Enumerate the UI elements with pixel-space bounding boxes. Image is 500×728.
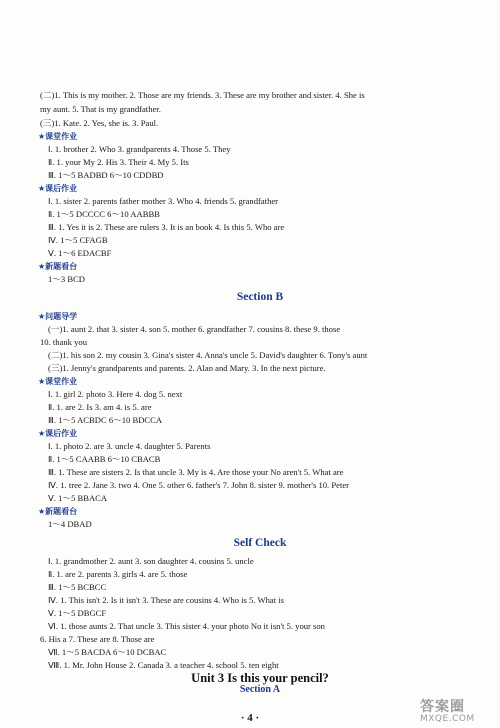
text-line: Ⅱ. 1. are 2. Is 3. am 4. is 5. are xyxy=(48,402,152,412)
heading-guided-questions: ★问题导学 xyxy=(38,312,78,321)
self-check-title: Self Check xyxy=(233,537,287,549)
text-line: my aunt. 5. That is my grandfather. xyxy=(40,104,161,114)
heading-classwork: ★课堂作业 xyxy=(38,132,78,141)
heading-classwork: ★课堂作业 xyxy=(38,377,78,386)
text-line: Ⅲ. 1～5 ACBDC 6～10 BDCCA xyxy=(48,415,163,425)
heading-homework: ★课后作业 xyxy=(38,184,78,193)
text-line: Ⅲ. 1～5 BCBCC xyxy=(48,582,107,592)
text-line: Ⅲ. 1. These are sisters 2. Is that uncle 3. My is 4. Are those your No aren't 5. What are xyxy=(48,467,344,477)
section-a-title: Section A xyxy=(239,684,281,695)
unit-title: Unit 3 Is this your pencil? xyxy=(191,671,329,685)
text-line: (二)1. his son 2. my cousin 3. Gina's sister 4. Anna's uncle 5. David's daughter 6. Tony's aunt xyxy=(48,350,368,360)
text-line: 6. His a 7. These are 8. Those are xyxy=(40,634,155,644)
watermark-logo xyxy=(420,700,494,724)
text-line: (三)1. Kate. 2. Yes, she is. 3. Paul. xyxy=(40,118,159,128)
text-line: Ⅳ. 1. tree 2. Jane 3. two 4. One 5. other 6. father's 7. John 8. sister 9. mother's 10. Peter xyxy=(48,480,350,490)
text-line: (三)1. Jenny's grandparents and parents. 2. Alan and Mary. 3. In the next picture. xyxy=(48,363,326,373)
text-line: Ⅰ. 1. photo 2. are 3. uncle 4. daughter 5. Parents xyxy=(48,441,211,451)
text-line: Ⅶ. 1～5 BACDA 6～10 DCBAC xyxy=(48,647,167,657)
heading-new-questions: ★新题看台 xyxy=(38,262,78,271)
text-line: (一)1. aunt 2. that 3. sister 4. son 5. mother 6. grandfather 7. cousins 8. these 9. those xyxy=(48,324,341,334)
text-line: Ⅰ. 1. girl 2. photo 3. Here 4. dog 5. next xyxy=(48,389,183,399)
text-line: Ⅱ. 1. your My 2. His 3. Their 4. My 5. Its xyxy=(48,157,189,167)
text-line: Ⅵ. 1. those aunts 2. That uncle 3. This sister 4. your photo No it isn't 5. your son xyxy=(48,621,325,631)
text-line: Ⅴ. 1～5 DBGCF xyxy=(48,608,107,618)
text-line: (二)1. This is my mother. 2. Those are my friends. 3. These are my brother and sister. 4. She is xyxy=(40,90,365,100)
text-line: Ⅰ. 1. brother 2. Who 3. grandparents 4. Those 5. They xyxy=(48,144,231,154)
text-line: Ⅱ. 1～5 DCCCC 6～10 AABBB xyxy=(48,209,160,219)
text-line: Ⅱ. 1～5 CAABB 6～10 CBACB xyxy=(48,454,161,464)
watermark-top: 答案圈 xyxy=(420,699,465,715)
page-number: · 4 · xyxy=(240,712,260,724)
text-line: Ⅰ. 1. sister 2. parents father mother 3. Who 4. friends 5. grandfather xyxy=(48,196,279,206)
heading-homework: ★课后作业 xyxy=(38,429,78,438)
text-line: Ⅴ. 1～5 BBACA xyxy=(48,493,108,503)
text-line: Ⅷ. 1. Mr. John House 2. Canada 3. a teacher 4. school 5. ten eight xyxy=(48,660,279,670)
text-line: 1～4 DBAD xyxy=(48,519,92,529)
text-line: 1～3 BCD xyxy=(48,274,86,284)
text-line: 10. thank you xyxy=(40,337,88,347)
text-line: Ⅳ. 1. This isn't 2. Is it isn't 3. These are cousins 4. Who is 5. What is xyxy=(48,595,284,605)
section-b-title: Section B xyxy=(236,291,284,303)
text-line: Ⅲ. 1. Yes it is 2. These are rulers 3. It is an book 4. Is this 5. Who are xyxy=(48,222,285,232)
text-line: Ⅲ. 1～5 BADBD 6～10 CDDBD xyxy=(48,170,164,180)
heading-new-questions: ★新题看台 xyxy=(38,507,78,516)
text-line: Ⅳ. 1～5 CFAGB xyxy=(48,235,108,245)
text-line: Ⅰ. 1. grandmother 2. aunt 3. son daughter 4. cousins 5. uncle xyxy=(48,556,254,566)
watermark-bottom: MXQE.COM xyxy=(420,714,475,724)
text-line: Ⅴ. 1～6 EDACBF xyxy=(48,248,112,258)
text-line: Ⅱ. 1. are 2. parents 3. girls 4. are 5. those xyxy=(48,569,188,579)
